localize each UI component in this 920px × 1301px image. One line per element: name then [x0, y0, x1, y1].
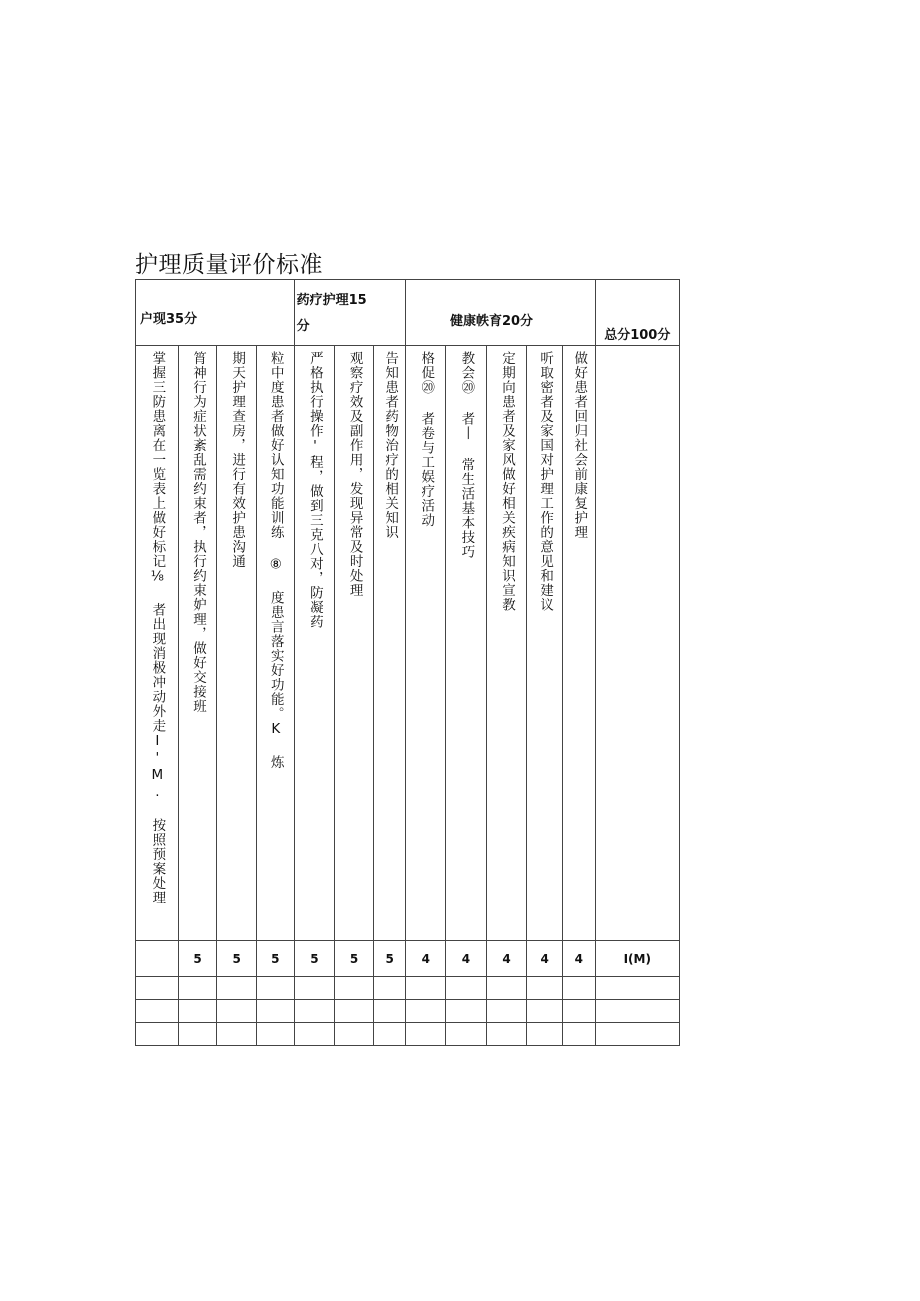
blank-cell [294, 977, 335, 1000]
blank-cell [136, 977, 179, 1000]
item-cell [406, 346, 446, 941]
score-cell: 5 [294, 941, 335, 977]
blank-cell [486, 1023, 527, 1046]
blank-cell [486, 977, 527, 1000]
blank-cell [595, 977, 679, 1000]
blank-cell [406, 1000, 446, 1023]
header-education: 健康帙育20分 [406, 280, 595, 346]
header-nursing: 户现35分 [136, 280, 295, 346]
blank-cell [562, 1000, 595, 1023]
item-text: 教会⑳ 者丨 常生活基本技巧 [458, 351, 475, 559]
score-cell: 5 [373, 941, 406, 977]
score-cell: 4 [446, 941, 487, 977]
item-cell [294, 346, 335, 941]
header-drug-line2: 分 [296, 319, 310, 334]
blank-cell [406, 977, 446, 1000]
item-cell [256, 346, 294, 941]
blank-cell [217, 1023, 257, 1046]
item-cell [527, 346, 563, 941]
blank-cell [373, 977, 406, 1000]
blank-cell [335, 977, 374, 1000]
item-text: 听取密者及家国对护理工作的意见和建议 [537, 351, 554, 612]
item-cell [446, 346, 487, 941]
total-cell-empty [595, 346, 679, 941]
header-drug-line1: 药疗护理15 [296, 293, 367, 308]
score-cell [136, 941, 179, 977]
blank-cell [217, 1000, 257, 1023]
page-title: 护理质量评价标准 [135, 252, 323, 278]
item-cell [562, 346, 595, 941]
blank-cell [486, 1000, 527, 1023]
blank-cell [446, 1000, 487, 1023]
score-row [136, 941, 680, 977]
item-text: 掌握三防患离在一览表上做好标记⅛ 者出现消极冲动外走I'M. 按照预案处理 [149, 351, 166, 905]
item-text: 告知患者药物治疗的相关知识 [382, 351, 399, 540]
blank-cell [335, 1023, 374, 1046]
blank-cell [335, 1000, 374, 1023]
score-cell: 4 [562, 941, 595, 977]
blank-cell [136, 1023, 179, 1046]
blank-cell [178, 1023, 217, 1046]
header-drug [294, 280, 406, 346]
header-total: 总分100分 [595, 280, 679, 346]
blank-cell [527, 1023, 563, 1046]
blank-row [136, 1023, 680, 1046]
blank-cell [527, 1000, 563, 1023]
blank-cell [294, 1000, 335, 1023]
item-text: 格促⑳ 者卷与工娱疗活动 [418, 351, 435, 528]
blank-cell [178, 1000, 217, 1023]
blank-cell [256, 1023, 294, 1046]
blank-cell [595, 1000, 679, 1023]
blank-cell [446, 977, 487, 1000]
blank-cell [373, 1023, 406, 1046]
score-cell: 5 [217, 941, 257, 977]
items-row [136, 346, 680, 941]
score-cell: 4 [486, 941, 527, 977]
item-text: 严格执行操作'程，做到三克八对，防凝药 [306, 351, 323, 629]
blank-row [136, 977, 680, 1000]
item-text: 做好患者回归社会前康复护理 [571, 351, 588, 540]
score-cell: 4 [527, 941, 563, 977]
evaluation-table [135, 279, 680, 1046]
item-cell [486, 346, 527, 941]
blank-cell [562, 977, 595, 1000]
blank-cell [446, 1023, 487, 1046]
score-cell: 4 [406, 941, 446, 977]
blank-cell [373, 1000, 406, 1023]
blank-row [136, 1000, 680, 1023]
blank-cell [256, 977, 294, 1000]
item-text: 粒中度患者做好认知功能训练 ⑧ 度患言落实好功能。K 炼 [267, 351, 284, 770]
item-text: 定期向患者及家风做好相关疾病知识宣教 [499, 351, 516, 612]
item-text: 筲神行为症状紊乱需约束者，执行约束妒理，做好交接班 [190, 351, 206, 714]
blank-cell [256, 1000, 294, 1023]
item-cell [178, 346, 217, 941]
blank-cell [595, 1023, 679, 1046]
score-cell: 5 [256, 941, 294, 977]
header-row [136, 280, 680, 346]
blank-cell [294, 1023, 335, 1046]
item-cell [335, 346, 374, 941]
blank-cell [562, 1023, 595, 1046]
item-cell [217, 346, 257, 941]
score-cell: 5 [335, 941, 374, 977]
blank-cell [406, 1023, 446, 1046]
blank-cell [217, 977, 257, 1000]
item-cell [373, 346, 406, 941]
total-score-cell: I(M) [595, 941, 679, 977]
item-text: 期天护理查房，进行有效护患沟通 [229, 351, 246, 569]
item-text: 观察疗效及副作用，发现异常及时处理 [346, 351, 363, 598]
blank-cell [527, 977, 563, 1000]
score-cell: 5 [178, 941, 217, 977]
item-cell [136, 346, 179, 941]
blank-cell [178, 977, 217, 1000]
blank-cell [136, 1000, 179, 1023]
